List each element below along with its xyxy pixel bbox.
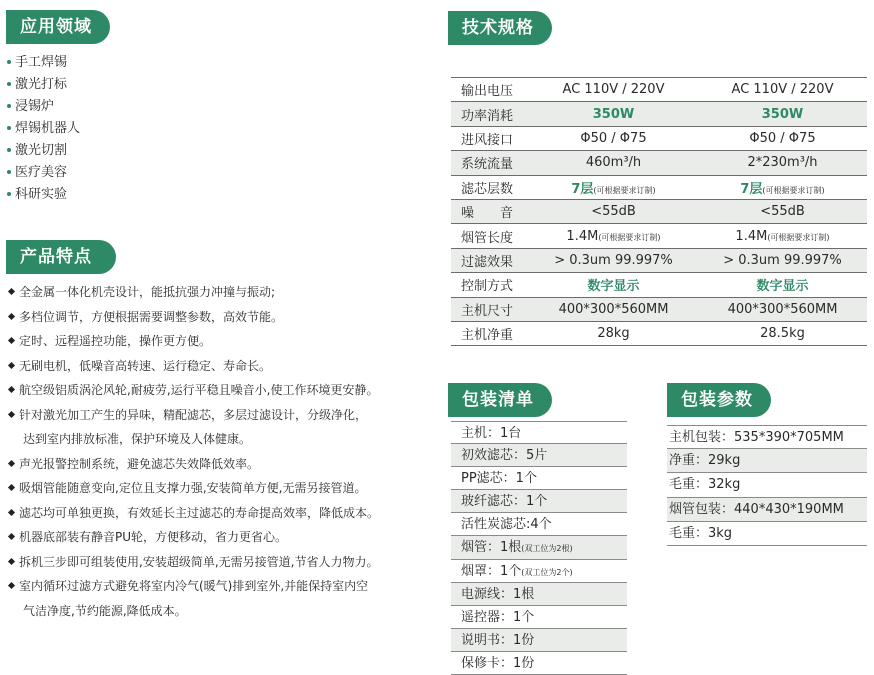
feature-item: 针对激光加工产生的异味，精配滤芯，多层过滤设计，分级净化， (7, 403, 417, 428)
packing-item: 活性炭滤芯:4个 (451, 513, 627, 536)
application-item: 手工焊锡 (7, 52, 80, 74)
diamond-bullet-icon (8, 484, 15, 491)
spec-label: 主机尺寸 (451, 297, 529, 321)
feature-item: 航空级铝质涡沦风轮,耐疲劳,运行平稳且噪音小,使工作环境更安静。 (7, 378, 417, 403)
spec-value: 350W (529, 102, 698, 126)
spec-row (451, 248, 867, 272)
application-item: 科研实验 (7, 184, 80, 206)
packing-item: 说明书：1份 (451, 629, 627, 652)
spec-value: <55dB (698, 199, 867, 223)
spec-value: 数字显示 (529, 273, 698, 297)
feature-item: 吸烟管能随意变向,定位且支撑力强,安装简单方便,无需另接管道。 (7, 476, 417, 501)
packing-item: 电源线：1根 (451, 583, 627, 606)
packing-param-item: 毛重：32kg (667, 473, 867, 497)
features-list (7, 280, 417, 623)
diamond-bullet-icon (8, 410, 15, 417)
application-item: 激光切割 (7, 140, 80, 162)
packing-item: 玻纤滤芯：1个 (451, 490, 627, 513)
spec-row (451, 321, 867, 345)
feature-item: 滤芯均可单独更换，有效延长主过滤芯的寿命提高效率，降低成本。 (7, 501, 417, 526)
spec-value: AC 110V / 220V (698, 78, 867, 102)
diamond-bullet-icon (8, 337, 15, 344)
diamond-bullet-icon (8, 312, 15, 319)
spec-row (451, 78, 867, 102)
spec-label: 过滤效果 (451, 248, 529, 272)
diamond-bullet-icon (8, 533, 15, 540)
feature-item: 声光报警控制系统，避免滤芯失效降低效率。 (7, 452, 417, 477)
packing-item: 遥控器：1个 (451, 606, 627, 629)
feature-item: 室内循环过滤方式避免将室内冷气(暖气)排到室外,并能保持室内空 (7, 574, 417, 599)
feature-item-continuation: 气洁净度,节约能源,降低成本。 (23, 603, 187, 618)
bullet-dot-icon (7, 104, 11, 108)
packing-param-item: 烟管包装：440*430*190MM (667, 498, 867, 522)
spec-value: 1.4M(可根据要求订制) (529, 224, 698, 248)
diamond-bullet-icon (8, 459, 15, 466)
bullet-dot-icon (7, 82, 11, 86)
specs-table (451, 77, 867, 346)
spec-value: 2*230m³/h (698, 151, 867, 175)
spec-label: 主机净重 (451, 321, 529, 345)
specs-title: 技术规格 (448, 11, 552, 45)
diamond-bullet-icon (8, 557, 15, 564)
spec-row (451, 297, 867, 321)
packing-item: 保修卡：1份 (451, 652, 627, 675)
spec-value: Φ50 / Φ75 (529, 126, 698, 150)
spec-value: AC 110V / 220V (529, 78, 698, 102)
packing-params-title: 包装参数 (667, 383, 771, 417)
bullet-dot-icon (7, 192, 11, 196)
applications-list (7, 52, 80, 206)
spec-value: 460m³/h (529, 151, 698, 175)
spec-row (451, 199, 867, 223)
spec-row (451, 273, 867, 297)
bullet-dot-icon (7, 148, 11, 152)
spec-label: 进风接口 (451, 126, 529, 150)
spec-row (451, 126, 867, 150)
diamond-bullet-icon (8, 582, 15, 589)
spec-label: 系统流量 (451, 151, 529, 175)
spec-value: Φ50 / Φ75 (698, 126, 867, 150)
spec-label: 滤芯层数 (451, 175, 529, 199)
application-item: 激光打标 (7, 74, 80, 96)
diamond-bullet-icon (8, 508, 15, 515)
feature-item: 拆机三步即可组装使用,安装超级简单,无需另接管道,节省人力物力。 (7, 550, 417, 575)
packing-param-item: 净重：29kg (667, 449, 867, 473)
feature-item: 全金属一体化机壳设计，能抵抗强力冲撞与振动; (7, 280, 417, 305)
spec-value: > 0.3um 99.997% (698, 248, 867, 272)
spec-label: 噪 音 (451, 199, 529, 223)
diamond-bullet-icon (8, 288, 15, 295)
packing-list-title: 包装清单 (448, 383, 552, 417)
spec-value: <55dB (529, 199, 698, 223)
spec-row (451, 175, 867, 199)
bullet-dot-icon (7, 170, 11, 174)
packing-item: PP滤芯：1个 (451, 467, 627, 490)
application-item: 医疗美容 (7, 162, 80, 184)
packing-item: 主机：1台 (451, 421, 627, 444)
application-item: 浸锡炉 (7, 96, 80, 118)
features-title: 产品特点 (6, 240, 116, 274)
spec-value: 28kg (529, 321, 698, 345)
bullet-dot-icon (7, 126, 11, 130)
applications-title: 应用领域 (6, 10, 110, 44)
packing-params-list (667, 425, 867, 546)
packing-param-item: 主机包装：535*390*705MM (667, 425, 867, 449)
spec-value: > 0.3um 99.997% (529, 248, 698, 272)
packing-item: 烟罩：1个(双工位为2个) (451, 560, 627, 583)
spec-value: 7层(可根据要求订制) (529, 175, 698, 199)
spec-value: 7层(可根据要求订制) (698, 175, 867, 199)
spec-row (451, 224, 867, 248)
feature-item: 机器底部装有静音PU轮，方便移动，省力更省心。 (7, 525, 417, 550)
spec-label: 控制方式 (451, 273, 529, 297)
feature-item: 多档位调节，方便根据需要调整参数，高效节能。 (7, 305, 417, 330)
packing-param-item: 毛重：3kg (667, 522, 867, 546)
spec-label: 功率消耗 (451, 102, 529, 126)
spec-value: 350W (698, 102, 867, 126)
diamond-bullet-icon (8, 361, 15, 368)
spec-row (451, 102, 867, 126)
spec-value: 数字显示 (698, 273, 867, 297)
spec-value: 1.4M(可根据要求订制) (698, 224, 867, 248)
feature-item: 定时、远程遥控功能，操作更方便。 (7, 329, 417, 354)
spec-value: 400*300*560MM (529, 297, 698, 321)
feature-item: 无刷电机，低噪音高转速、运行稳定、寿命长。 (7, 354, 417, 379)
spec-row (451, 151, 867, 175)
application-item: 焊锡机器人 (7, 118, 80, 140)
feature-item-continuation: 达到室内排放标准，保护环境及人体健康。 (23, 432, 252, 446)
packing-item: 初效滤芯：5片 (451, 444, 627, 467)
bullet-dot-icon (7, 60, 11, 64)
packing-item: 烟管：1根(双工位为2根) (451, 536, 627, 559)
spec-value: 28.5kg (698, 321, 867, 345)
spec-value: 400*300*560MM (698, 297, 867, 321)
spec-label: 输出电压 (451, 78, 529, 102)
diamond-bullet-icon (8, 386, 15, 393)
packing-list (451, 421, 627, 675)
spec-label: 烟管长度 (451, 224, 529, 248)
